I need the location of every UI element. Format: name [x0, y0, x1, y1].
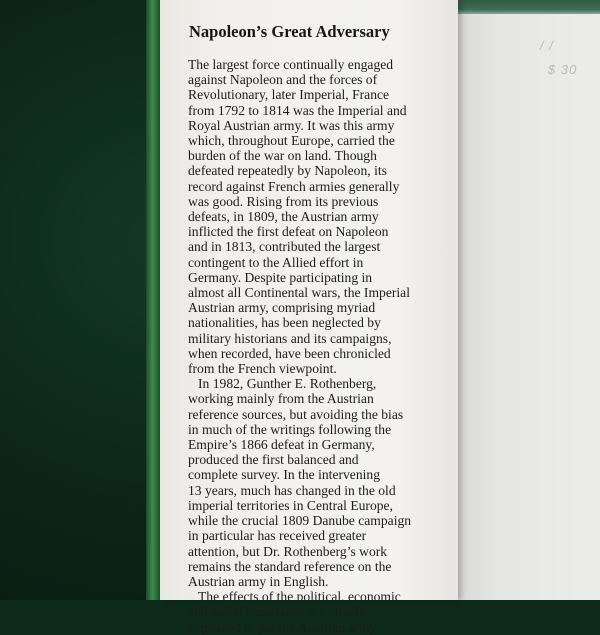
text-line: reference sources, but avoiding the bias: [188, 406, 404, 422]
text-line: military historians and its campaigns,: [188, 330, 392, 346]
text-line: was good. Rising from its previous: [188, 193, 379, 209]
text-line: nationalities, has been neglected by: [188, 315, 381, 331]
flap-title: Napoleon’s Great Adversary: [189, 22, 390, 41]
text-line: Royal Austrian army. It was this army: [188, 117, 395, 133]
text-line: imperial territories in Central Europe,: [188, 497, 393, 513]
text-line: remains the standard reference on the: [188, 558, 392, 574]
book-board-edge: [455, 0, 600, 14]
text-line: when recorded, have been chronicled: [188, 345, 391, 361]
text-line: defeats, in 1809, the Austrian army: [188, 209, 379, 225]
text-line: Austrian army, comprising myriad: [188, 300, 376, 316]
text-line: almost all Continental wars, the Imperial: [188, 285, 410, 301]
book-endpaper: [455, 0, 600, 600]
pencil-mark-top: / /: [540, 38, 554, 53]
text-line: from the French viewpoint.: [188, 361, 337, 377]
flap-description: [188, 57, 456, 635]
text-line: record against French armies generally: [188, 178, 400, 194]
text-line: produced the first balanced and: [188, 452, 359, 468]
text-line: Revolutionary, later Imperial, France: [188, 87, 390, 103]
text-line: contingent to the Allied effort in: [188, 254, 364, 270]
pencil-price-mark: $ 30: [548, 62, 578, 77]
text-line: attention, but Dr. Rothenberg’s work: [188, 543, 388, 559]
text-line: while the crucial 1809 Danube campaign: [188, 513, 412, 529]
text-line: burden of the war on land. Though: [188, 148, 377, 164]
dust-jacket-flap: [160, 0, 458, 635]
paragraph-start-line: In 1982, Gunther E. Rothenberg,: [198, 376, 377, 392]
text-line: and in 1813, contributed the largest: [188, 239, 381, 255]
text-line: in particular has received greater: [188, 528, 367, 544]
text-line: Austrian army in English.: [188, 573, 329, 589]
text-line: from 1792 to 1814 was the Imperial and: [188, 102, 407, 118]
paragraph-start-line: The effects of the political, economic: [198, 589, 401, 605]
text-line: inflicted the first defeat on Napoleon: [188, 224, 389, 240]
text-line: 13 years, much has changed in the old: [188, 482, 396, 498]
text-line: explained to put the Austrian army: [188, 619, 377, 635]
text-line: defeated repeatedly by Napoleon, its: [188, 163, 387, 179]
text-line: Germany. Despite participating in: [188, 269, 373, 285]
text-line: Empire’s 1866 defeat in Germany,: [188, 437, 375, 453]
text-line: The largest force continually engaged: [188, 57, 394, 72]
text-line: in much of the writings following the: [188, 421, 392, 437]
text-line: complete survey. In the intervening: [188, 467, 381, 483]
text-line: which, throughout Europe, carried the: [188, 133, 395, 149]
text-line: against Napoleon and the forces of: [188, 72, 378, 88]
text-line: and social constraints are clearly: [188, 604, 366, 620]
text-line: working mainly from the Austrian: [188, 391, 374, 407]
